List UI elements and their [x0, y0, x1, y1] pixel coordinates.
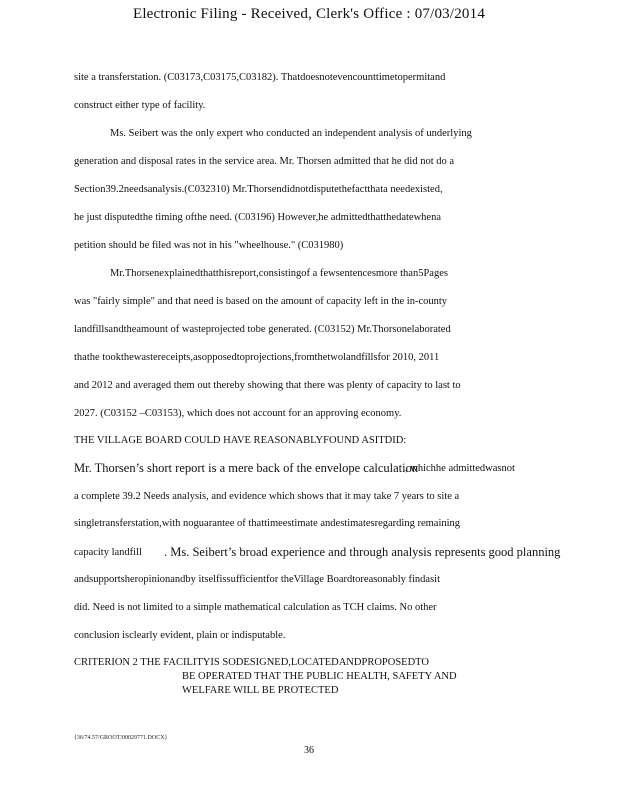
page-number: 36	[304, 745, 314, 756]
body-line: he just disputedthe timing ofthe need. (C03196) However,he admittedthatthedatewhena	[74, 212, 441, 223]
body-line: Mr.Thorsenexplainedthatthisreport,consistingof a fewsentencesmore than5Pages	[110, 268, 448, 279]
body-line: site a transferstation. (C03173,C03175,C03182). Thatdoesnotevencounttimetopermitand	[74, 72, 446, 83]
body-line: construct either type of facility.	[74, 100, 206, 111]
body-line: generation and disposal rates in the service area. Mr. Thorsen admitted that he did not do a	[74, 156, 455, 167]
document-id: {36/74.57/GROOT/00029771.DOCX}	[74, 735, 168, 741]
body-line: Ms. Seibert was the only expert who conducted an independent analysis of underlying	[110, 128, 472, 139]
filing-header: Electronic Filing - Received, Clerk's Office : 07/03/2014	[132, 6, 486, 22]
body-line: Section39.2needsanalysis.(C032310) Mr.Thorsendidnotdisputethefactthata needexisted,	[74, 184, 443, 195]
criterion-heading: WELFARE WILL BE PROTECTED	[182, 685, 339, 696]
body-line: andsupportsheropinionandby itselfissufficientfor theVillage Boardtoreasonably findasit	[74, 574, 441, 585]
body-line: was "fairly simple" and that need is based on the amount of capacity left in the in-county	[74, 296, 448, 307]
body-line: singletransferstation,with noguarantee of thattimeestimate andestimatesregarding remaining	[74, 518, 461, 529]
body-line: capacity landfill	[74, 547, 142, 558]
body-line: did. Need is not limited to a simple mathematical calculation as TCH claims. No other	[74, 602, 437, 613]
body-line: , whichhe admittedwasnot	[405, 463, 515, 474]
section-heading: THE VILLAGE BOARD COULD HAVE REASONABLYFOUND ASITDID:	[74, 435, 407, 446]
criterion-heading: BE OPERATED THAT THE PUBLIC HEALTH, SAFETY AND	[182, 671, 457, 682]
body-line: conclusion isclearly evident, plain or indisputable.	[74, 630, 286, 641]
body-line: landfillsandtheamount of wasteprojected tobe generated. (C03152) Mr.Thorsonelaborated	[74, 324, 451, 335]
body-line-emphasis: . Ms. Seibert’s broad experience and through analysis represents good planning	[164, 545, 561, 559]
body-line: thathe tookthewastereceipts,asopposedtoprojections,fromthetwolandfillsfor 2010, 2011	[74, 352, 440, 363]
body-line-emphasis: Mr. Thorsen’s short report is a mere back of the envelope calculation	[74, 461, 419, 475]
body-line: a complete 39.2 Needs analysis, and evidence which shows that it may take 7 years to site a	[74, 491, 460, 502]
body-line: petition should be filed was not in his "wheelhouse." (C031980)	[74, 240, 344, 251]
body-line: 2027. (C03152 –C03153), which does not account for an approving economy.	[74, 408, 402, 419]
criterion-heading: CRITERION 2 THE FACILITYIS SODESIGNED,LOCATEDANDPROPOSEDTO	[74, 657, 429, 668]
body-line: and 2012 and averaged them out thereby showing that there was plenty of capacity to last to	[74, 380, 461, 391]
